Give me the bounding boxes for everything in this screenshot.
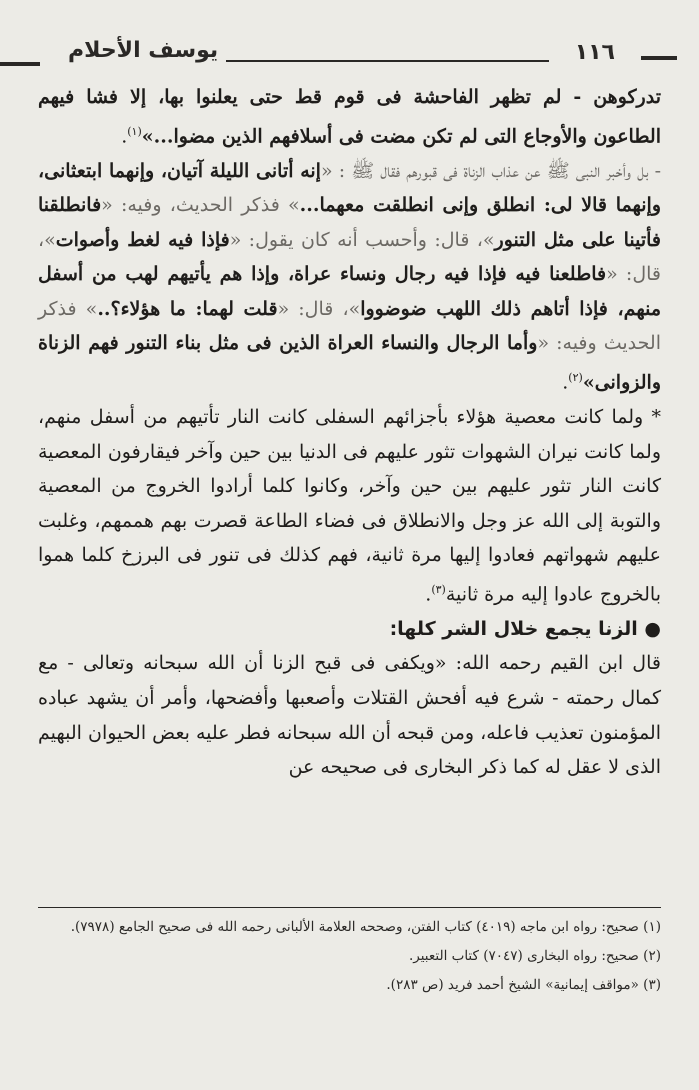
footnote-2: (٢) صحيح: رواه البخارى (٧٠٤٧) كتاب التعبير. <box>408 948 661 964</box>
paragraph-grave-punishment: - بل وأخبر النبى ﷺ عن عذاب الزناة فى قبورهم فقال ﷺ : «إنه أتانى الليلة آتيان، وإنهما ابتعثانى، وإنهما قالا لى: انطلق وإنى انطلقت معهما...» فذكر الحديث، وفيه: «فانطلقنا فأتينا على مثل التنور»، قال: وأحسب أنه كان يقول: «فإذا فيه لغط وأصوات»، قال: «فاطلعنا فيه فإذا فيه رجال ونساء عراة، وإذا هم يأتيهم لهب من أسفل منهم، فإذا أتاهم ذلك اللهب ضوضووا»، قال: «قلت لهما: ما هؤلاء؟..» فذكر الحديث وفيه: «وأما الرجال والنساء العراة الذين فى مثل بناء التنور فهم الزناة والزوانى»$^{(٢)}$. <box>38 159 662 394</box>
footnote-1: (١) صحيح: رواه ابن ماجه (٤٠١٩) كتاب الفتن، وصححه العلامة الألبانى رحمه الله فى صحيح الجامع (٧٩٧٨). <box>70 919 661 935</box>
footnote-3: (٣) «مواقف إيمانية» الشيخ أحمد فريد (ص ٢٨٣). <box>386 977 661 993</box>
section-heading: ● الزنا يجمع خلال الشر كلها: <box>389 617 661 640</box>
footnote-ref-2: (٢) <box>568 371 583 385</box>
footnote-ref-3: (٣) <box>431 582 446 596</box>
header-rule-middle <box>226 60 549 62</box>
header-rule-left <box>0 62 40 66</box>
running-title: يوسف الأحلام <box>68 38 219 63</box>
main-text <box>38 80 661 785</box>
header-rule-right <box>641 56 677 60</box>
page-number: ١١٦ <box>574 40 615 65</box>
footnote-divider <box>38 907 661 908</box>
paragraph-hadith-end: تدركوهن - لم تظهر الفاحشة فى قوم قط حتى يعلنوا بها، إلا فشا فيهم الطاعون والأوجاع التى لم تكن مضت فى أسلافهم الذين مضوا...»$^{(١)}$. <box>38 86 661 147</box>
page-header <box>22 34 677 74</box>
paragraph-commentary: * ولما كانت معصية هؤلاء بأجزائهم السفلى كانت النار تأتيهم من أسفل منهم، ولما كانت نيران الشهوات تثور عليهم فى الدنيا بين حين وآخر فيقارفون المعصية كانت النار تثور عليهم بين حين وآخر، وكانوا كلما أرادوا الخروج من المعصية والتوبة إلى الله عز وجل والانطلاق فى فضاء الطاعة قصرت بهم هممهم، وغلبت عليهم شهواتهم فعادوا إليها مرة ثانية، فهم كذلك فى تنور فى البرزخ كلما هموا بالخروج عادوا إليه مرة ثانية$^{(٣)}$. <box>38 406 661 606</box>
paragraph-ibn-qayyim: قال ابن القيم رحمه الله: «ويكفى فى قبح الزنا أن الله سبحانه وتعالى - مع كمال رحمته - شرع فيه أفحش القتلات وأصعبها وأفضحها، وأمر أن يشهد عباده المؤمنون تعذيب فاعله، ومن قبحه أن الله سبحانه فطر عليه بعض الحيوان البهيم الذى لا عقل له كما ذكر البخارى فى صحيحه عن <box>38 652 661 779</box>
footnote-ref-1: (١) <box>127 124 142 138</box>
footnotes <box>42 915 661 1002</box>
